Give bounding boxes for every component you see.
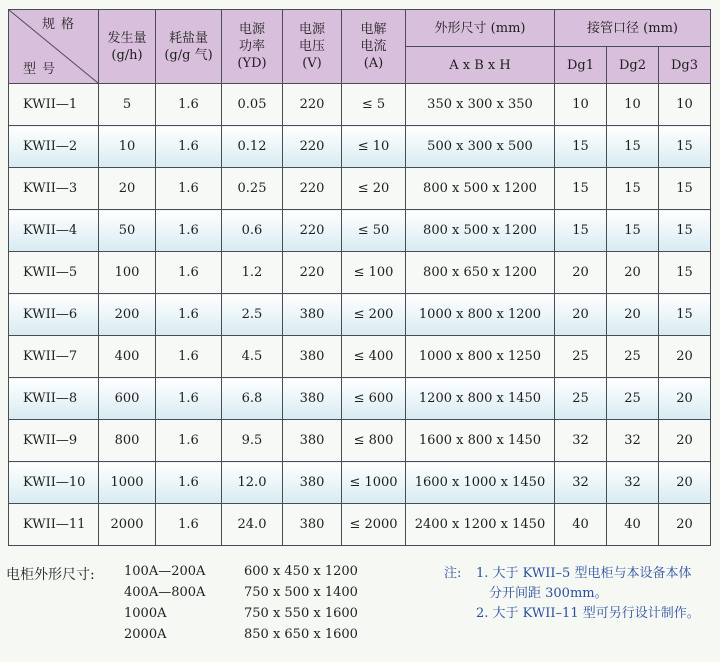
voltage-cell: 380: [283, 462, 342, 504]
table-body: [9, 84, 711, 546]
model-cell: KWII—3: [9, 168, 99, 210]
dg2-cell: 32: [607, 462, 659, 504]
cabinet-title: 电柜外形尺寸:: [6, 567, 95, 583]
dg2-cell: 15: [607, 168, 659, 210]
table-row: [9, 504, 711, 546]
voltage-cell: 220: [283, 252, 342, 294]
dg2-cell: 32: [607, 420, 659, 462]
current-cell: ≤ 2000: [342, 504, 406, 546]
table-row: [9, 168, 711, 210]
dg1-cell: 32: [555, 462, 607, 504]
power-cell: 2.5: [222, 294, 283, 336]
current-cell: ≤ 1000: [342, 462, 406, 504]
corner-header-cell: [9, 10, 99, 84]
table-row: [9, 210, 711, 252]
model-cell: KWII—9: [9, 420, 99, 462]
dg1-cell: 32: [555, 420, 607, 462]
salt-cell: 1.6: [156, 336, 222, 378]
generation-cell: 5: [99, 84, 156, 126]
table-row: [9, 84, 711, 126]
dg3-cell: 20: [659, 336, 711, 378]
col-dg1-header: Dg1: [555, 47, 607, 84]
current-cell: ≤ 50: [342, 210, 406, 252]
dg2-cell: 20: [607, 252, 659, 294]
dg2-cell: 15: [607, 210, 659, 252]
col-voltage-header: 电源电压 (V): [283, 10, 342, 84]
corner-spec-label: 规格: [41, 17, 80, 32]
dg3-cell: 15: [659, 210, 711, 252]
generation-cell: 600: [99, 378, 156, 420]
table-row: [9, 336, 711, 378]
power-cell: 24.0: [222, 504, 283, 546]
col-dg2-header: Dg2: [607, 47, 659, 84]
current-cell: ≤ 5: [342, 84, 406, 126]
generation-cell: 100: [99, 252, 156, 294]
power-cell: 12.0: [222, 462, 283, 504]
salt-cell: 1.6: [156, 210, 222, 252]
power-cell: 0.12: [222, 126, 283, 168]
salt-cell: 1.6: [156, 378, 222, 420]
model-cell: KWII—5: [9, 252, 99, 294]
voltage-cell: 380: [283, 294, 342, 336]
table-row: [9, 294, 711, 336]
dg3-cell: 15: [659, 126, 711, 168]
corner-model-label: 型号: [23, 62, 62, 77]
dg1-cell: 20: [555, 294, 607, 336]
salt-cell: 1.6: [156, 84, 222, 126]
current-cell: ≤ 10: [342, 126, 406, 168]
current-cell: ≤ 600: [342, 378, 406, 420]
cabinet-size: 850 x 650 x 1600: [244, 627, 358, 642]
dg3-cell: 20: [659, 462, 711, 504]
power-cell: 0.25: [222, 168, 283, 210]
spec-table: [8, 9, 711, 546]
voltage-cell: 380: [283, 420, 342, 462]
dimensions-cell: 1200 x 800 x 1450: [406, 378, 555, 420]
model-cell: KWII—11: [9, 504, 99, 546]
dimensions-cell: 1000 x 800 x 1200: [406, 294, 555, 336]
dg3-cell: 15: [659, 294, 711, 336]
power-cell: 0.6: [222, 210, 283, 252]
dg1-cell: 15: [555, 210, 607, 252]
table-row: [9, 378, 711, 420]
table-row: [9, 462, 711, 504]
dimensions-cell: 350 x 300 x 350: [406, 84, 555, 126]
cabinet-current: 100A—200A: [124, 564, 206, 579]
dg2-cell: 25: [607, 378, 659, 420]
cabinet-size: 750 x 550 x 1600: [244, 606, 358, 621]
dg1-cell: 20: [555, 252, 607, 294]
voltage-cell: 380: [283, 504, 342, 546]
voltage-cell: 220: [283, 84, 342, 126]
generation-cell: 800: [99, 420, 156, 462]
dg2-cell: 20: [607, 294, 659, 336]
dimensions-cell: 800 x 500 x 1200: [406, 168, 555, 210]
voltage-cell: 380: [283, 378, 342, 420]
dg2-cell: 10: [607, 84, 659, 126]
salt-cell: 1.6: [156, 126, 222, 168]
col-salt-header: 耗盐量 (g/g 气): [156, 10, 222, 84]
dimensions-cell: 1600 x 800 x 1450: [406, 420, 555, 462]
col-dimensions-subheader: A x B x H: [406, 47, 555, 84]
generation-cell: 20: [99, 168, 156, 210]
current-cell: ≤ 200: [342, 294, 406, 336]
generation-cell: 50: [99, 210, 156, 252]
power-cell: 1.2: [222, 252, 283, 294]
dg3-cell: 20: [659, 420, 711, 462]
col-pipe-header: 接管口径 (mm): [555, 10, 711, 47]
voltage-cell: 380: [283, 336, 342, 378]
current-cell: ≤ 400: [342, 336, 406, 378]
footer: [0, 560, 720, 662]
cabinet-size: 600 x 450 x 1200: [244, 564, 358, 579]
generation-cell: 10: [99, 126, 156, 168]
model-cell: KWII—6: [9, 294, 99, 336]
dg1-cell: 15: [555, 168, 607, 210]
header-row-1: [9, 10, 711, 47]
model-cell: KWII—7: [9, 336, 99, 378]
dg3-cell: 15: [659, 168, 711, 210]
salt-cell: 1.6: [156, 294, 222, 336]
col-generation-header: 发生量 (g/h): [99, 10, 156, 84]
power-cell: 9.5: [222, 420, 283, 462]
dg3-cell: 20: [659, 504, 711, 546]
salt-cell: 1.6: [156, 462, 222, 504]
model-cell: KWII—2: [9, 126, 99, 168]
table-row: [9, 420, 711, 462]
table-row: [9, 126, 711, 168]
dg3-cell: 15: [659, 252, 711, 294]
model-cell: KWII—8: [9, 378, 99, 420]
note-2: 2. 大于 KWII–11 型可另行设计制作。: [476, 606, 700, 621]
voltage-cell: 220: [283, 210, 342, 252]
dg3-cell: 10: [659, 84, 711, 126]
note-label: 注:: [444, 566, 462, 581]
dimensions-cell: 1000 x 800 x 1250: [406, 336, 555, 378]
dg3-cell: 20: [659, 378, 711, 420]
salt-cell: 1.6: [156, 168, 222, 210]
power-cell: 0.05: [222, 84, 283, 126]
col-dimensions-header: 外形尺寸 (mm): [406, 10, 555, 47]
dg1-cell: 40: [555, 504, 607, 546]
col-dg3-header: Dg3: [659, 47, 711, 84]
col-power-header: 电源功率 (YD): [222, 10, 283, 84]
dimensions-cell: 800 x 500 x 1200: [406, 210, 555, 252]
table-row: [9, 252, 711, 294]
model-cell: KWII—4: [9, 210, 99, 252]
col-current-header: 电解电流 (A): [342, 10, 406, 84]
dimensions-cell: 1600 x 1000 x 1450: [406, 462, 555, 504]
voltage-cell: 220: [283, 168, 342, 210]
current-cell: ≤ 100: [342, 252, 406, 294]
salt-cell: 1.6: [156, 504, 222, 546]
power-cell: 6.8: [222, 378, 283, 420]
salt-cell: 1.6: [156, 252, 222, 294]
generation-cell: 400: [99, 336, 156, 378]
dimensions-cell: 2400 x 1200 x 1450: [406, 504, 555, 546]
cabinet-current: 2000A: [124, 627, 167, 642]
model-cell: KWII—10: [9, 462, 99, 504]
current-cell: ≤ 20: [342, 168, 406, 210]
cabinet-size: 750 x 500 x 1400: [244, 585, 358, 600]
generation-cell: 200: [99, 294, 156, 336]
model-cell: KWII—1: [9, 84, 99, 126]
dimensions-cell: 500 x 300 x 500: [406, 126, 555, 168]
power-cell: 4.5: [222, 336, 283, 378]
cabinet-current: 1000A: [124, 606, 167, 621]
dg2-cell: 15: [607, 126, 659, 168]
dimensions-cell: 800 x 650 x 1200: [406, 252, 555, 294]
current-cell: ≤ 800: [342, 420, 406, 462]
salt-cell: 1.6: [156, 420, 222, 462]
dg1-cell: 15: [555, 126, 607, 168]
generation-cell: 2000: [99, 504, 156, 546]
dg1-cell: 25: [555, 378, 607, 420]
generation-cell: 1000: [99, 462, 156, 504]
dg2-cell: 40: [607, 504, 659, 546]
dg2-cell: 25: [607, 336, 659, 378]
dg1-cell: 25: [555, 336, 607, 378]
note-1-continued: 分开间距 300mm。: [489, 586, 608, 601]
cabinet-current: 400A—800A: [124, 585, 206, 600]
voltage-cell: 220: [283, 126, 342, 168]
note-1: 1. 大于 KWII–5 型电柜与本设备本体: [476, 566, 692, 581]
dg1-cell: 10: [555, 84, 607, 126]
